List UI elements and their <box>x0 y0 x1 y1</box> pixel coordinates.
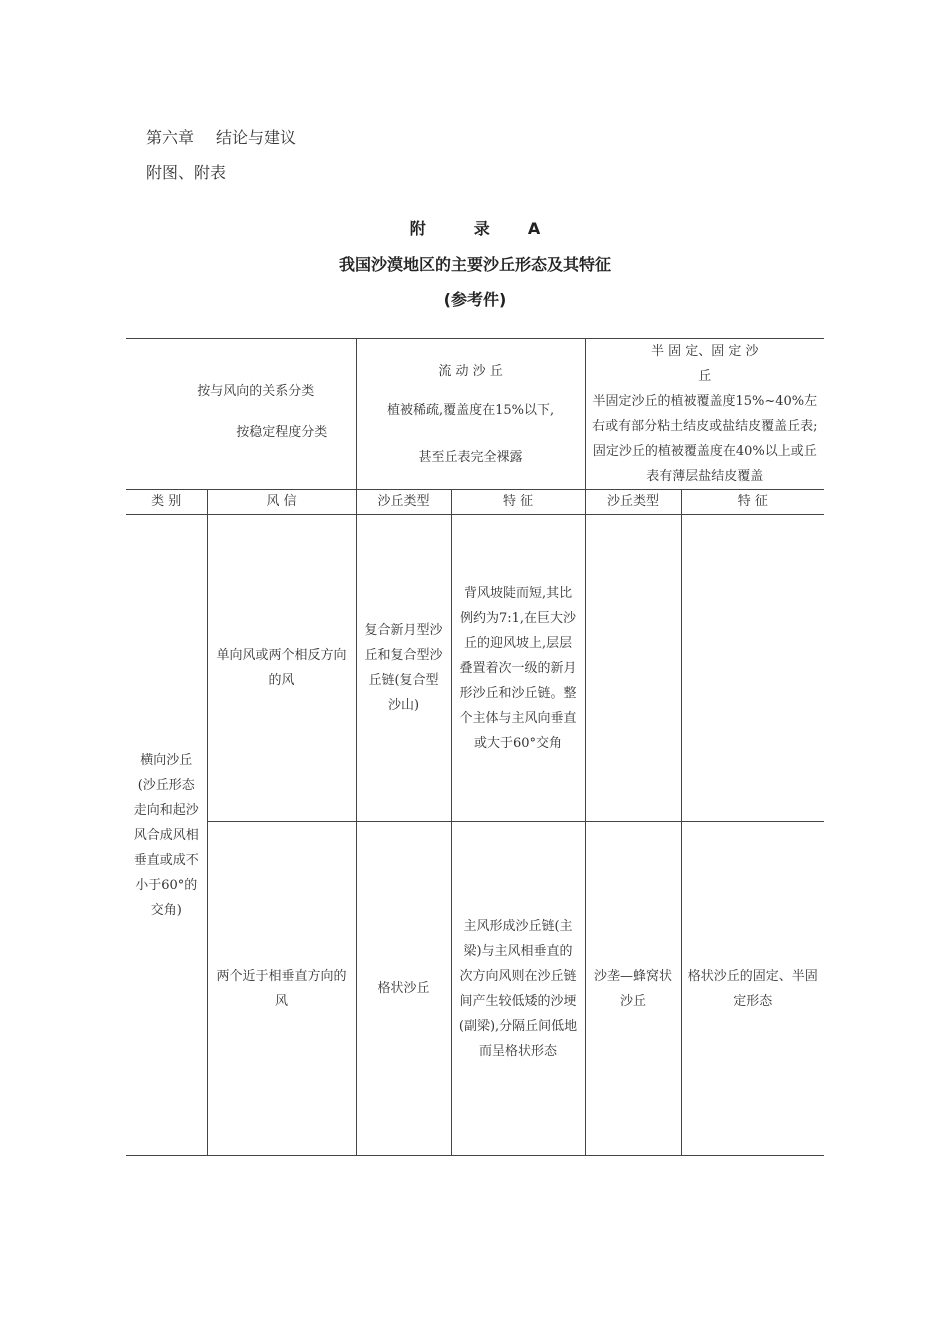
classification-by-stability-label: 按稳定程度分类 <box>236 425 328 440</box>
mobile-dunes-header-cell <box>356 339 585 490</box>
appendix-label-part: 录 <box>473 219 490 238</box>
appendix-label-part: A <box>527 219 541 238</box>
appendix-label <box>0 216 950 239</box>
col-header-category: 类 别 <box>126 490 207 515</box>
toc-chapter-number: 第六章 <box>146 128 195 147</box>
toc-chapter-6 <box>146 128 296 148</box>
classification-by-wind-label: 按与风向的关系分类 <box>197 384 315 399</box>
col-header-wind: 风 信 <box>207 490 356 515</box>
fixed-type-cell: 沙垄—蜂窝状沙丘 <box>585 822 681 1156</box>
mobile-dunes-desc-2: 甚至丘表完全裸露 <box>418 449 523 465</box>
table-column-header-row <box>126 490 824 515</box>
table-row <box>126 515 824 822</box>
category-cell: 横向沙丘(沙丘形态走向和起沙风合成风相垂直或成不小于60°的交角) <box>126 515 207 1156</box>
mobile-dunes-title: 流 动 沙 丘 <box>438 363 503 379</box>
appendix-label-part: 附 <box>409 219 426 238</box>
toc-appendix-list: 附图、附表 <box>146 163 227 182</box>
col-header-fixed-feature: 特 征 <box>681 490 824 515</box>
appendix-title: 我国沙漠地区的主要沙丘形态及其特征 <box>338 255 611 274</box>
table-row <box>126 822 824 1156</box>
table-header-row-classification <box>126 339 824 490</box>
fixed-feature-cell <box>681 515 824 822</box>
appendix-subtitle: (参考件) <box>443 290 507 309</box>
dune-classification-table <box>126 338 824 1156</box>
wind-cell: 两个近于相垂直方向的风 <box>207 822 356 1156</box>
fixed-feature-cell: 格状沙丘的固定、半固定形态 <box>681 822 824 1156</box>
mobile-type-cell: 格状沙丘 <box>356 822 451 1156</box>
fixed-dunes-desc: 半固定沙丘的植被覆盖度15%~40%左右或有部分粘土结皮或盐结皮覆盖丘表;固定沙丘的植被覆盖度在40%以上或丘表有薄层盐结皮覆盖 <box>592 394 818 484</box>
classification-header-cell <box>126 339 356 490</box>
mobile-feature-cell: 主风形成沙丘链(主梁)与主风相垂直的次方向风则在沙丘链间产生较低矮的沙埂(副梁),分隔丘间低地而呈格状形态 <box>451 822 585 1156</box>
fixed-dunes-header-cell <box>585 339 824 490</box>
col-header-mobile-type: 沙丘类型 <box>356 490 451 515</box>
col-header-mobile-feature: 特 征 <box>451 490 585 515</box>
mobile-type-cell: 复合新月型沙丘和复合型沙丘链(复合型沙山) <box>356 515 451 822</box>
fixed-dunes-title-2: 丘 <box>698 369 712 384</box>
toc-chapter-title: 结论与建议 <box>216 128 297 147</box>
wind-cell: 单向风或两个相反方向的风 <box>207 515 356 822</box>
col-header-fixed-type: 沙丘类型 <box>585 490 681 515</box>
fixed-dunes-title-1: 半 固 定、固 定 沙 <box>651 344 759 359</box>
fixed-type-cell <box>585 515 681 822</box>
mobile-feature-cell: 背风坡陡而短,其比例约为7:1,在巨大沙丘的迎风坡上,层层叠置着次一级的新月形沙丘和沙丘链。整个主体与主风向垂直或大于60°交角 <box>451 515 585 822</box>
mobile-dunes-desc-1: 植被稀疏,覆盖度在15%以下, <box>386 402 555 418</box>
